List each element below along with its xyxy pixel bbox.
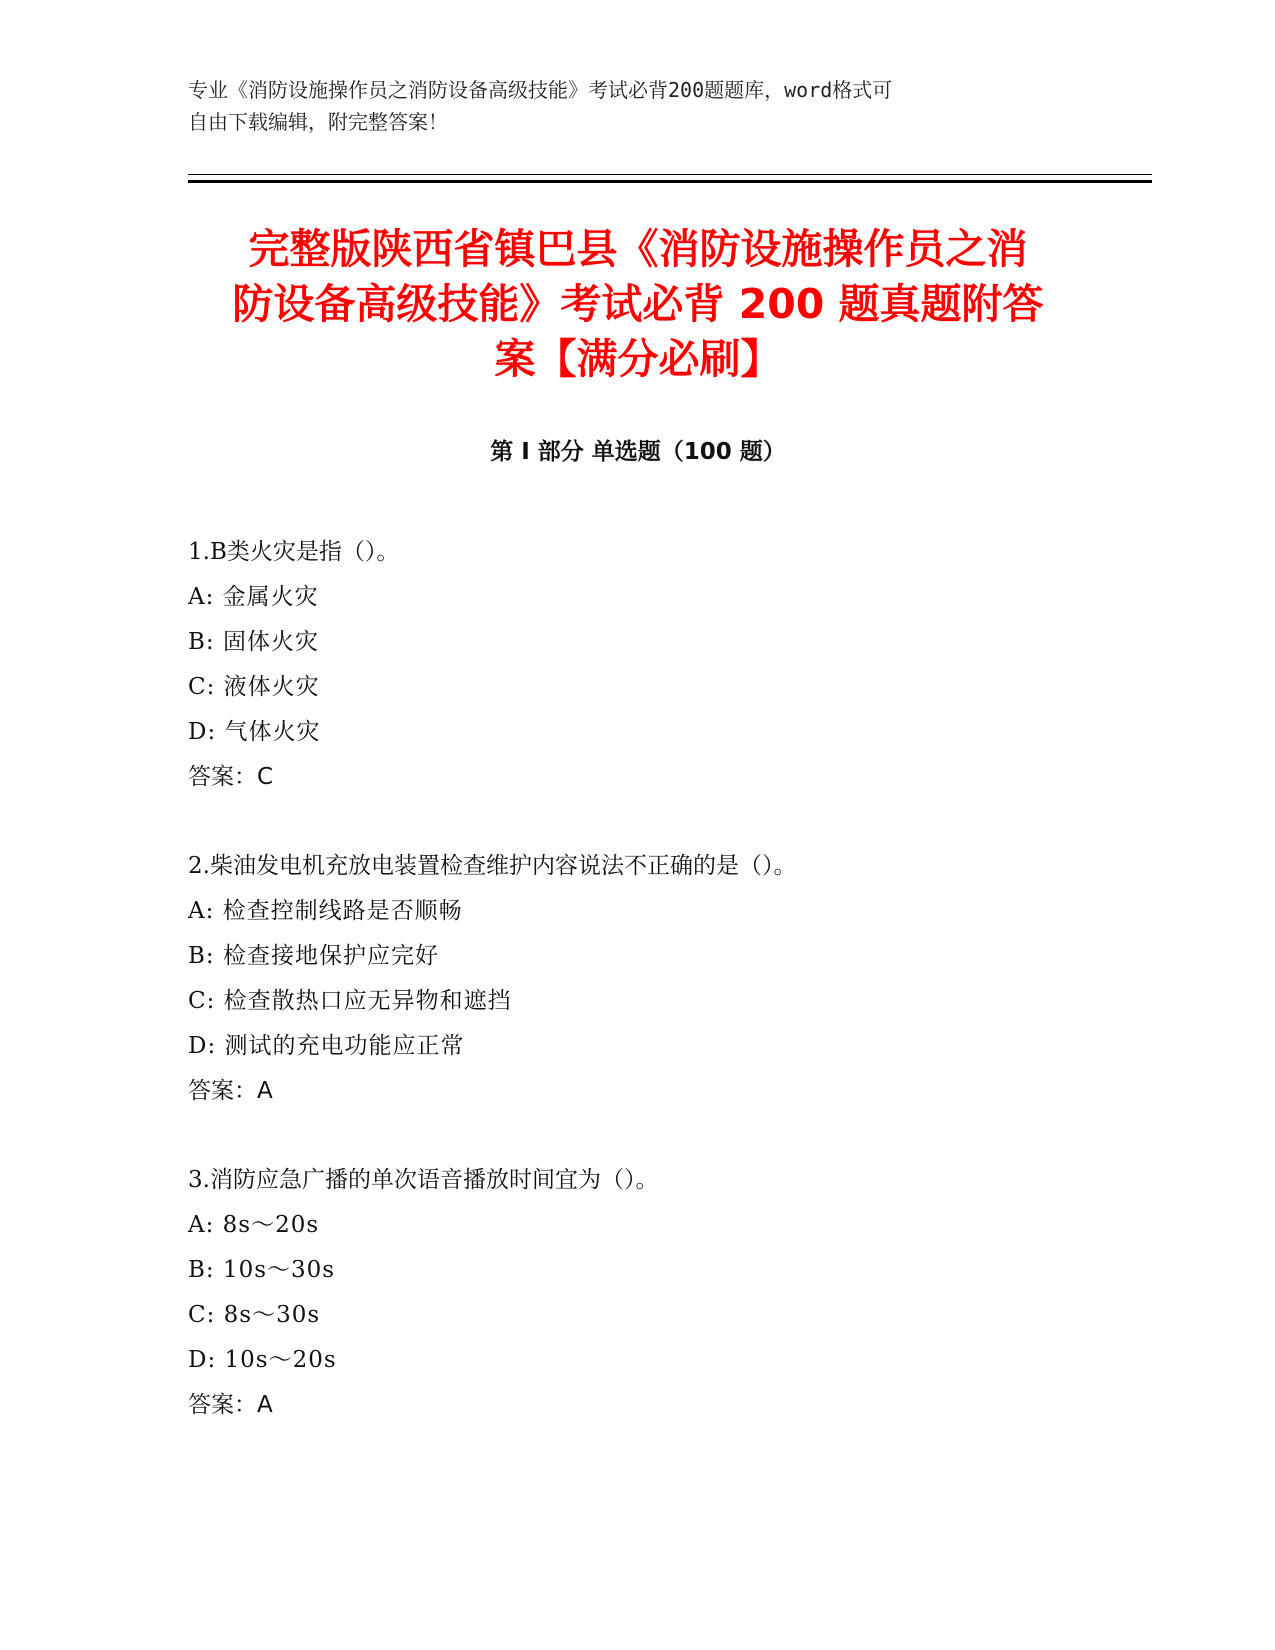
section-title: 第 I 部分 单选题（100 题） [490,439,786,465]
option-b: B: 检查接地保护应完好 [188,943,439,969]
option-d: D: 测试的充电功能应正常 [188,1033,465,1059]
question-2 [188,844,1088,1114]
header-divider-thick [188,180,1152,183]
question-1 [188,530,1088,800]
option-a: A: 金属火灾 [188,584,319,610]
question-stem: 2.柴油发电机充放电装置检查维护内容说法不正确的是（）。 [188,853,797,879]
document-title [188,222,1088,387]
answer-line: 答案：C [188,764,274,790]
header-note-line-1: 专业《消防设施操作员之消防设备高级技能》考试必背200题题库，word格式可 [188,78,893,102]
option-a: A: 检查控制线路是否顺畅 [188,898,463,924]
header-note [188,74,1068,138]
question-list [188,530,1088,1472]
answer-line: 答案：A [188,1078,273,1104]
header-divider-thin [188,174,1152,175]
option-c: C: 液体火灾 [188,674,320,700]
option-a: A: 8s～20s [188,1212,320,1238]
question-stem: 1.B类火灾是指（）。 [188,539,400,565]
option-c: C: 8s～30s [188,1302,321,1328]
document-title-line-2: 防设备高级技能》考试必背 200 题真题附答 [232,280,1044,328]
option-c: C: 检查散热口应无异物和遮挡 [188,988,512,1014]
answer-line: 答案：A [188,1392,273,1418]
header-note-line-2: 自由下载编辑，附完整答案！ [188,110,448,134]
question-3 [188,1158,1088,1428]
option-d: D: 气体火灾 [188,719,321,745]
question-stem: 3.消防应急广播的单次语音播放时间宜为（）。 [188,1167,659,1193]
document-title-line-3: 案【满分必刷】 [494,335,782,383]
option-d: D: 10s～20s [188,1347,337,1373]
option-b: B: 固体火灾 [188,629,319,655]
document-title-line-1: 完整版陕西省镇巴县《消防设施操作员之消 [248,225,1028,273]
option-b: B: 10s～30s [188,1257,336,1283]
